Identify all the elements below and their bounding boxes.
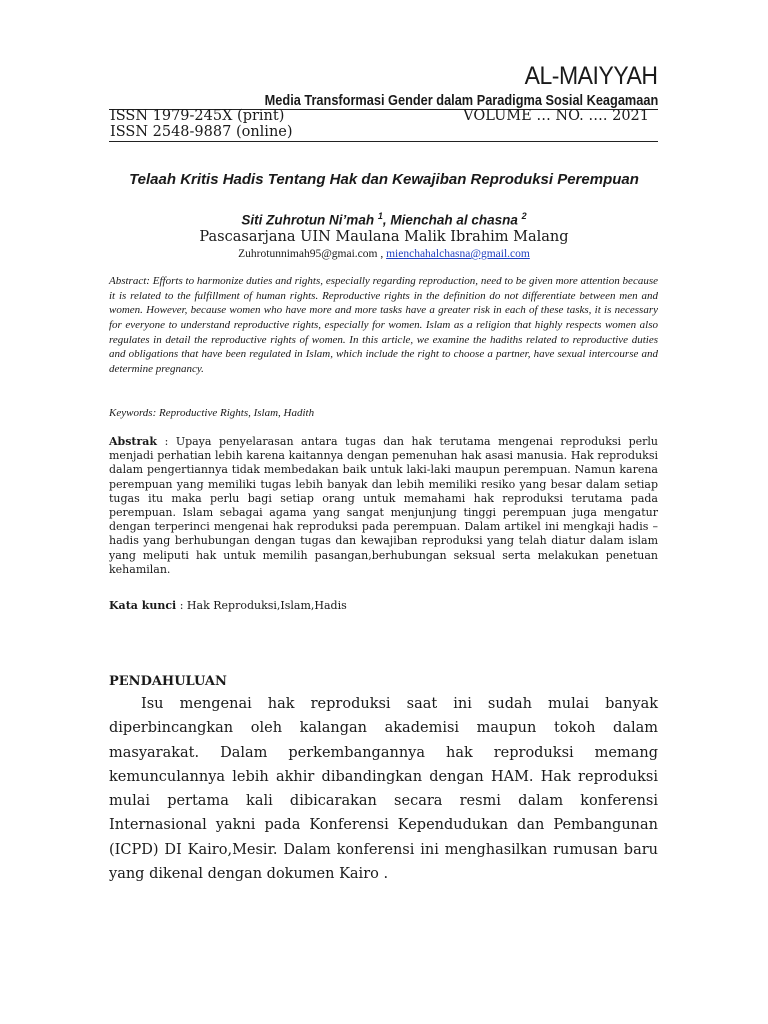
journal-name: AL-MAIYYAH (524, 62, 658, 90)
email-2-link[interactable]: mienchahalchasna@gmail.com (386, 248, 530, 260)
author-affiliation: Pascasarjana UIN Maulana Malik Ibrahim Malang (199, 229, 569, 245)
author-1: Siti Zuhrotun Ni’mah (241, 212, 378, 228)
abstract-indonesian (109, 435, 658, 577)
keywords-indonesian-label: Kata kunci (109, 599, 177, 612)
abstract-english-text: Efforts to harmonize duties and rights, especially regarding reproduction, need to be given more attention because it is related to the fulfillment of human rights. Reproductive rights in the definition do not differentiate between men and women. However, because women who have more and more tasks have a greater risk in each of these tasks, it is necessary for everyone to understand reproductive rights, especially for women. Islam as a religion that highly respects women also regulates in detail the reproductive rights of women. In this article, we examine the hadiths related to reproductive duties and obligations that have been regulated in Islam, which include the right to choose a partner, have sexual intercourse and determine pregnancy. (109, 275, 658, 375)
article-authors (0, 211, 768, 228)
author-1-affil-mark: 1 (377, 211, 383, 221)
issn-online: ISSN 2548-9887 (online) (110, 124, 293, 140)
introduction-paragraph-text: Isu mengenai hak reproduksi saat ini sudah mulai banyak diperbincangkan oleh kalangan akademisi maupun tokoh dalam masyarakat. Dalam perkembangannya hak reproduksi memang kemunculannya lebih akhir dibandingkan dengan HAM. Hak reproduksi mulai pertama kali dibicarakan secara resmi dalam konferensi Internasional yakni pada Konferensi Kependudukan dan Pembangunan (ICPD) DI Kairo,Mesir. Dalam konferensi ini menghasilkan rumusan baru yang dikenal dengan dokumen Kairo . (109, 696, 658, 883)
section-heading-introduction: PENDAHULUAN (109, 674, 227, 689)
abstract-english-label: Abstract: (109, 275, 150, 287)
abstract-indonesian-label: Abstrak (109, 435, 158, 448)
email-separator: , (377, 248, 387, 260)
journal-tagline: Media Transformasi Gender dalam Paradigma Sosial Keagamaan (264, 93, 658, 109)
article-title: Telaah Kritis Hadis Tentang Hak dan Kewajiban Reproduksi Perempuan (129, 171, 639, 188)
keywords-indonesian (109, 599, 347, 612)
abstract-indonesian-text: : Upaya penyelarasan antara tugas dan hak terutama mengenai reproduksi perlu menjadi perhatian lebih karena kaitannya dengan pemenuhan hak asasi manusia. Hak reproduksi dalam pengertiannya tidak membedakan baik untuk laki-laki maupun perempuan. Namun karena perempuan yang memiliki tugas lebih banyak dan lebih memiliki resiko yang besar dalam setiap tugas itu maka perlu bagi setiap orang untuk memahami hak reproduksi terutama pada perempuan. Islam sebagai agama yang sangat menjunjung tinggi perempuan juga mengatur dengan terperinci mengenai hak reproduksi pada perempuan. Dalam artikel ini mengkaji hadis – hadis yang berhubungan dengan tugas dan kewajiban reproduksi yang telah diatur dalam islam yang meliputi hak untuk memilih pasangan,berhubungan seksual serta melakukan penetuan kehamilan. (109, 435, 658, 576)
author-2-affil-mark: 2 (521, 211, 527, 221)
author-separator: , (382, 212, 391, 228)
volume-number: VOLUME … NO. …. 2021 (463, 108, 649, 124)
introduction-paragraph (109, 692, 658, 886)
keywords-english (109, 407, 314, 419)
keywords-indonesian-text: : Hak Reproduksi,Islam,Hadis (176, 599, 347, 612)
author-2: Mienchah al chasna (390, 212, 522, 228)
author-emails (0, 248, 768, 260)
keywords-english-text: Reproductive Rights, Islam, Hadith (156, 407, 315, 419)
email-1: Zuhrotunnimah95@gmai.com (238, 248, 378, 260)
header-rule-bottom (109, 141, 658, 142)
abstract-english (109, 274, 658, 377)
keywords-english-label: Keywords: (109, 407, 157, 419)
issn-print: ISSN 1979-245X (print) (110, 108, 285, 124)
